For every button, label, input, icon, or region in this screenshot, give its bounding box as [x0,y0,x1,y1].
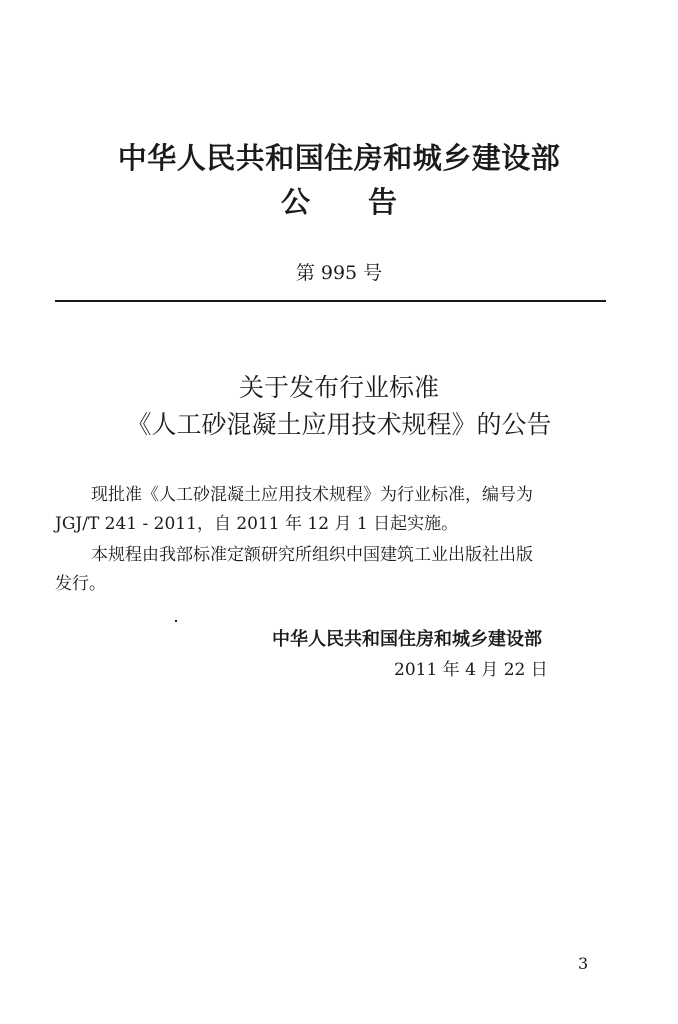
paragraph-2-line-1: 本规程由我部标准定额研究所组织中国建筑工业出版社出版 [91,545,533,565]
issue-number: 第 995 号 [295,262,383,284]
subject-line-2: 《人工砂混凝土应用技术规程》的公告 [126,410,552,439]
header-divider [55,300,606,302]
notice-heading: 公告 [280,185,455,219]
paragraph-1-line-2: JGJ/T 241 - 2011，自 2011 年 12 月 1 日起实施。 [55,514,459,534]
page-number: 3 [578,954,589,973]
paragraph-2-line-2: 发行。 [55,574,106,594]
scan-speck [175,620,177,622]
issue-date: 2011 年 4 月 22 日 [394,660,548,680]
paragraph-1-line-1: 现批准《人工砂混凝土应用技术规程》为行业标准，编号为 [91,485,533,505]
ministry-title: 中华人民共和国住房和城乡建设部 [117,141,561,175]
subject-line-1: 关于发布行业标准 [238,373,439,402]
issuer-signature: 中华人民共和国住房和城乡建设部 [272,629,542,650]
